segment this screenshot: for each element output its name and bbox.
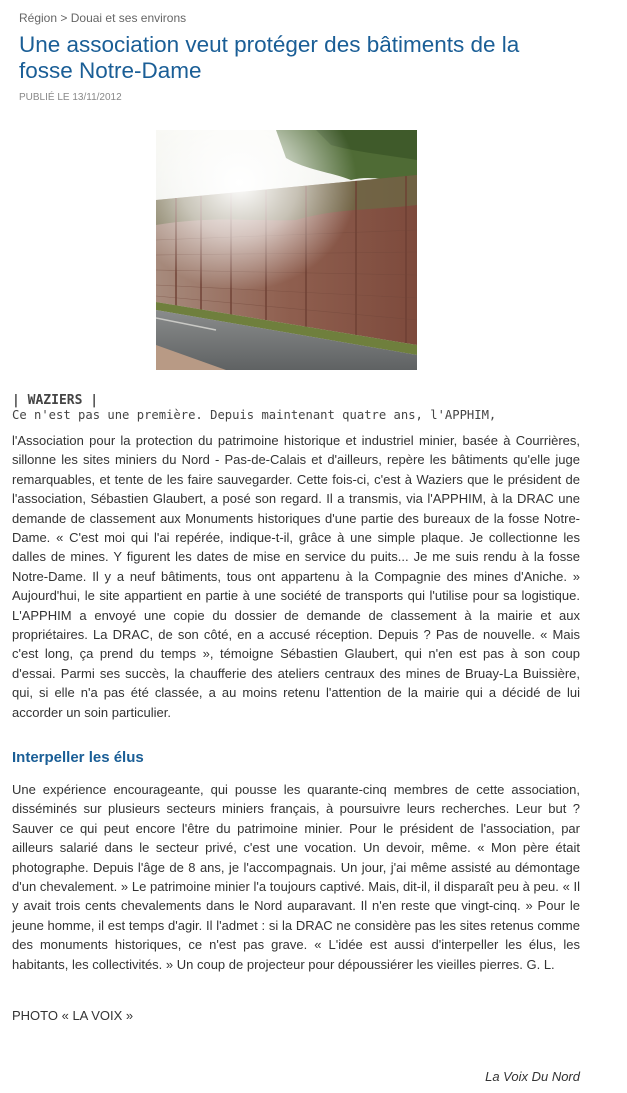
brick-wall-road-illustration: [156, 130, 417, 370]
breadcrumb-area-link[interactable]: Douai et ses environs: [70, 11, 187, 25]
breadcrumb: [19, 11, 186, 25]
publication-date: PUBLIÉ LE 13/11/2012: [19, 92, 122, 103]
article-intro: Ce n'est pas une première. Depuis maintenant quatre ans, l'APPHIM,: [12, 408, 497, 422]
article-photo: [156, 130, 417, 370]
article-paragraph-1: l'Association pour la protection du patrimoine historique et industriel minier, basée à Courrières, sillonne les sites miniers du Nord - Pas-de-Calais et d'ailleurs, repère les bâtiments qu'elle juge remarquables, et tente de les faire sauvegarder. Cette fois-ci, c'est à Waziers que le président de l'association, Sébastien Glaubert, a posé son regard. Il a transmis, via l'APPHIM, à la DRAC une demande de classement aux Monuments historiques d'une partie des bureaux de la fosse Notre-Dame. « C'est moi qui l'ai repérée, indique-t-il, grâce à une simple plaque. Je collectionne les dalles de mines. Y figurent les dates de mise en service du puits... Je me suis rendu à la fosse Notre-Dame. Il y a neuf bâtiments, tous ont appartenu à la Compagnie des mines d'Aniche. » Aujourd'hui, le site appartient en partie à une société de transports qui l'utilise pour sa logistique. L'APPHIM a envoyé une copie du dossier de demande de classement à la mairie et aux propriétaires. La DRAC, de son côté, en a accusé réception. Depuis ? Pas de nouvelle. « Mais c'est long, ça prend du temps », témoigne Sébastien Glaubert, qui n'en est pas à son coup d'essai. Parmi ses succès, la chaufferie des ateliers centraux des mines de Bruay-La Buissière, qui, si elle n'a pas été classée, a au moins retenu l'attention de la mairie qui a décidé de lui accorder un soin particulier.: [12, 433, 580, 720]
photo-credit: PHOTO « LA VOIX »: [12, 1008, 134, 1023]
article-paragraph-2: Une expérience encourageante, qui pousse les quarante-cinq membres de cette association, disséminés sur plusieurs secteurs miniers français, à poursuivre leurs recherches. Leur but ? Sauver ce qui peut encore l'être du patrimoine minier. Pour le président de l'association, par ailleurs salarié dans le secteur privé, c'est une vocation. Un devoir, même. « Mon père était photographe. Depuis l'âge de 8 ans, je l'accompagnais. Un jour, j'ai même assisté au démontage d'un chevalement. » Le patrimoine minier l'a toujours captivé. Mais, dit-il, il disparaît peu à peu. « Il y avait trois cents chevalements dans le Nord auparavant. Il n'en reste que vingt-cinq. » Pour le jeune homme, il est temps d'agir. Il l'admet : si la DRAC ne considère pas les sites retenus comme des monuments historiques, ce n'est pas grave. « L'idée est aussi d'interpeller les élus, les habitants, les collectivités. » Un coup de projecteur pour dépoussiérer les vieilles pierres. G. L.: [12, 782, 580, 972]
breadcrumb-region-link[interactable]: Région: [19, 11, 58, 25]
breadcrumb-separator: >: [60, 11, 68, 25]
article-dateline: | WAZIERS |: [12, 393, 99, 408]
article-subheading: Interpeller les élus: [12, 749, 144, 766]
article-title: Une association veut protéger des bâtiments de la fosse Notre-Dame: [19, 32, 520, 83]
article-source: La Voix Du Nord: [485, 1069, 580, 1084]
